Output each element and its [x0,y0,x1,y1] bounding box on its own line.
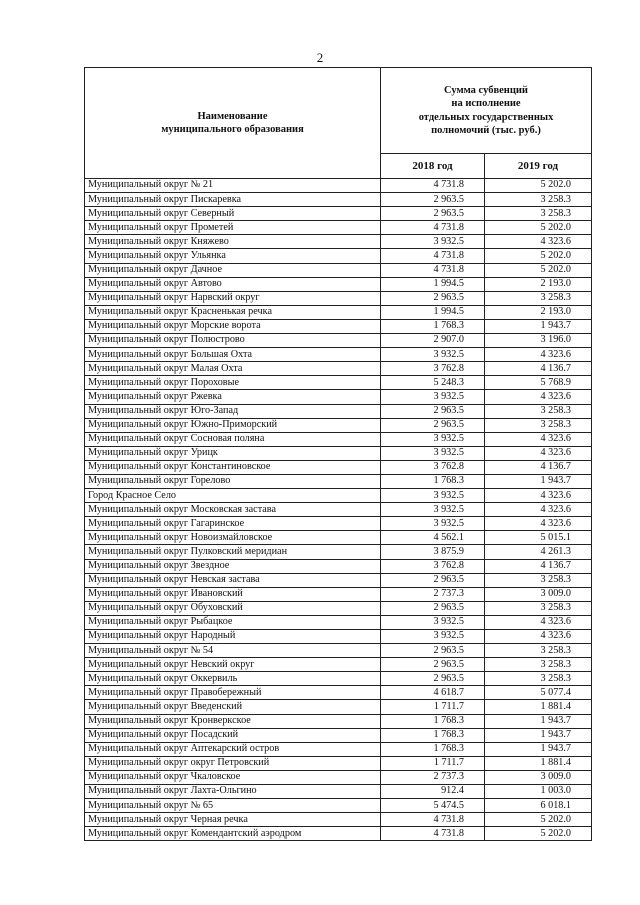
amount-2019: 3 258.3 [485,193,592,207]
table-row [85,770,592,784]
amount-2018: 2 737.3 [381,587,485,601]
municipality-name: Муниципальный округ Морские ворота [85,319,381,333]
amount-2019: 5 202.0 [485,827,592,841]
municipality-name: Муниципальный округ Невский округ [85,658,381,672]
table-row [85,362,592,376]
amount-2018: 3 932.5 [381,517,485,531]
amount-2019: 1 943.7 [485,319,592,333]
header-name-column: Наименование муниципального образования [85,68,381,179]
amount-2018: 2 963.5 [381,404,485,418]
table-row [85,587,592,601]
municipality-name: Муниципальный округ Красненькая речка [85,305,381,319]
amount-2019: 3 258.3 [485,573,592,587]
municipality-name: Муниципальный округ Московская застава [85,503,381,517]
table-row [85,601,592,615]
table-row [85,263,592,277]
table-row [85,235,592,249]
amount-2018: 3 932.5 [381,432,485,446]
municipality-name: Муниципальный округ Кронверкское [85,714,381,728]
amount-2019: 3 009.0 [485,770,592,784]
table-row [85,827,592,841]
amount-2019: 6 018.1 [485,799,592,813]
amount-2019: 4 136.7 [485,460,592,474]
table-row [85,630,592,644]
amount-2019: 4 323.6 [485,235,592,249]
municipality-name: Муниципальный округ № 65 [85,799,381,813]
municipality-name: Муниципальный округ Юго-Запад [85,404,381,418]
municipality-name: Муниципальный округ Дачное [85,263,381,277]
municipality-name: Город Красное Село [85,489,381,503]
municipality-name: Муниципальный округ Прометей [85,221,381,235]
table-row [85,658,592,672]
amount-2019: 5 077.4 [485,686,592,700]
table-row [85,531,592,545]
table-row [85,418,592,432]
amount-2019: 1 881.4 [485,756,592,770]
amount-2019: 1 943.7 [485,728,592,742]
amount-2018: 5 248.3 [381,376,485,390]
amount-2018: 3 932.5 [381,235,485,249]
table-row [85,559,592,573]
amount-2019: 1 003.0 [485,785,592,799]
amount-2019: 4 323.6 [485,503,592,517]
amount-2019: 5 202.0 [485,249,592,263]
amount-2019: 3 258.3 [485,418,592,432]
municipality-name: Муниципальный округ Пулковский меридиан [85,545,381,559]
amount-2018: 4 731.8 [381,813,485,827]
amount-2018: 1 768.3 [381,474,485,488]
amount-2018: 1 768.3 [381,728,485,742]
municipality-name: Муниципальный округ Ульянка [85,249,381,263]
amount-2018: 3 762.8 [381,559,485,573]
amount-2018: 2 963.5 [381,601,485,615]
table-row [85,799,592,813]
amount-2018: 1 768.3 [381,742,485,756]
amount-2018: 4 731.8 [381,221,485,235]
amount-2018: 4 731.8 [381,179,485,193]
table-row [85,517,592,531]
table-row [85,277,592,291]
amount-2018: 2 963.5 [381,207,485,221]
amount-2019: 4 323.6 [485,630,592,644]
table-row [85,615,592,629]
amount-2019: 1 881.4 [485,700,592,714]
amount-2019: 1 943.7 [485,714,592,728]
amount-2019: 3 258.3 [485,644,592,658]
table-row [85,644,592,658]
amount-2019: 4 136.7 [485,362,592,376]
amount-2018: 3 875.9 [381,545,485,559]
amount-2018: 1 768.3 [381,319,485,333]
amount-2018: 1 711.7 [381,756,485,770]
table-row [85,742,592,756]
amount-2018: 1 711.7 [381,700,485,714]
amount-2019: 5 768.9 [485,376,592,390]
amount-2018: 4 731.8 [381,263,485,277]
table-row [85,756,592,770]
table-row [85,305,592,319]
amount-2018: 3 932.5 [381,503,485,517]
municipality-name: Муниципальный округ Введенский [85,700,381,714]
amount-2018: 2 963.5 [381,644,485,658]
amount-2018: 2 907.0 [381,334,485,348]
table-row [85,489,592,503]
municipality-name: Муниципальный округ Новоизмайловское [85,531,381,545]
table-row [85,700,592,714]
amount-2019: 3 258.3 [485,291,592,305]
table-row [85,404,592,418]
amount-2019: 4 323.6 [485,348,592,362]
municipality-name: Муниципальный округ Пороховые [85,376,381,390]
header-year-2018: 2018 год [381,154,485,179]
table-row [85,545,592,559]
page-number: 2 [316,50,324,65]
amount-2018: 2 963.5 [381,193,485,207]
table-row [85,221,592,235]
municipality-name: Муниципальный округ Правобережный [85,686,381,700]
amount-2018: 3 932.5 [381,615,485,629]
amount-2019: 5 202.0 [485,263,592,277]
table-row [85,348,592,362]
municipality-name: Муниципальный округ Пискаревка [85,193,381,207]
amount-2019: 4 323.6 [485,615,592,629]
amount-2019: 2 193.0 [485,305,592,319]
amount-2018: 2 737.3 [381,770,485,784]
amount-2018: 3 762.8 [381,362,485,376]
amount-2018: 1 768.3 [381,714,485,728]
municipality-name: Муниципальный округ Урицк [85,446,381,460]
municipality-name: Муниципальный округ Полюстрово [85,334,381,348]
table-row [85,179,592,193]
table-row [85,785,592,799]
municipality-name: Муниципальный округ Посадский [85,728,381,742]
municipality-name: Муниципальный округ Малая Охта [85,362,381,376]
amount-2019: 4 261.3 [485,545,592,559]
table-body [85,179,592,841]
table-row [85,686,592,700]
amount-2019: 5 202.0 [485,221,592,235]
table-row [85,376,592,390]
table-row [85,672,592,686]
municipality-name: Муниципальный округ Константиновское [85,460,381,474]
table-row [85,460,592,474]
amount-2019: 3 196.0 [485,334,592,348]
amount-2019: 2 193.0 [485,277,592,291]
table-row [85,728,592,742]
amount-2018: 5 474.5 [381,799,485,813]
municipality-name: Муниципальный округ Оккервиль [85,672,381,686]
amount-2018: 4 731.8 [381,827,485,841]
amount-2018: 2 963.5 [381,573,485,587]
amount-2018: 1 994.5 [381,277,485,291]
amount-2018: 3 932.5 [381,489,485,503]
table-row [85,334,592,348]
table-row [85,714,592,728]
municipality-name: Муниципальный округ № 54 [85,644,381,658]
table-row [85,193,592,207]
amount-2019: 4 323.6 [485,446,592,460]
amount-2018: 1 994.5 [381,305,485,319]
municipality-name: Муниципальный округ Нарвский округ [85,291,381,305]
amount-2019: 4 323.6 [485,517,592,531]
amount-2019: 4 323.6 [485,432,592,446]
table-row [85,474,592,488]
table-row [85,207,592,221]
table-row [85,432,592,446]
amount-2019: 3 258.3 [485,601,592,615]
municipality-name: Муниципальный округ № 21 [85,179,381,193]
table-row [85,319,592,333]
municipality-name: Муниципальный округ Сосновая поляна [85,432,381,446]
municipality-name: Муниципальный округ Южно-Приморский [85,418,381,432]
amount-2018: 3 932.5 [381,630,485,644]
header-amount-column: Сумма субвенций на исполнение отдельных государственных полномочий (тыс. руб.) [381,68,592,154]
amount-2019: 5 015.1 [485,531,592,545]
amount-2019: 4 323.6 [485,489,592,503]
amount-2018: 4 618.7 [381,686,485,700]
municipality-name: Муниципальный округ Невская застава [85,573,381,587]
municipality-name: Муниципальный округ Гагаринское [85,517,381,531]
amount-2019: 4 136.7 [485,559,592,573]
amount-2018: 3 932.5 [381,348,485,362]
table-row [85,446,592,460]
municipality-name: Муниципальный округ Рыбацкое [85,615,381,629]
amount-2019: 4 323.6 [485,390,592,404]
amount-2018: 3 932.5 [381,446,485,460]
municipality-name: Муниципальный округ Аптекарский остров [85,742,381,756]
amount-2019: 3 258.3 [485,404,592,418]
table-row [85,390,592,404]
amount-2018: 3 762.8 [381,460,485,474]
municipality-name: Муниципальный округ Обуховский [85,601,381,615]
municipality-name: Муниципальный округ Большая Охта [85,348,381,362]
amount-2018: 2 963.5 [381,658,485,672]
municipality-name: Муниципальный округ Лахта-Ольгино [85,785,381,799]
municipality-name: Муниципальный округ Горелово [85,474,381,488]
subsidies-table [84,67,592,841]
amount-2018: 2 963.5 [381,291,485,305]
table-row [85,503,592,517]
municipality-name: Муниципальный округ округ Петровский [85,756,381,770]
amount-2019: 5 202.0 [485,179,592,193]
municipality-name: Муниципальный округ Ржевка [85,390,381,404]
municipality-name: Муниципальный округ Черная речка [85,813,381,827]
amount-2018: 2 963.5 [381,672,485,686]
table-row [85,573,592,587]
table-row [85,291,592,305]
amount-2018: 3 932.5 [381,390,485,404]
amount-2018: 4 731.8 [381,249,485,263]
municipality-name: Муниципальный округ Княжево [85,235,381,249]
header-year-2019: 2019 год [485,154,592,179]
amount-2018: 2 963.5 [381,418,485,432]
municipality-name: Муниципальный округ Комендантский аэродром [85,827,381,841]
amount-2019: 5 202.0 [485,813,592,827]
amount-2019: 1 943.7 [485,742,592,756]
amount-2019: 3 258.3 [485,672,592,686]
municipality-name: Муниципальный округ Автово [85,277,381,291]
amount-2019: 3 258.3 [485,207,592,221]
municipality-name: Муниципальный округ Чкаловское [85,770,381,784]
municipality-name: Муниципальный округ Северный [85,207,381,221]
municipality-name: Муниципальный округ Народный [85,630,381,644]
amount-2018: 912.4 [381,785,485,799]
municipality-name: Муниципальный округ Ивановский [85,587,381,601]
municipality-name: Муниципальный округ Звездное [85,559,381,573]
amount-2019: 3 258.3 [485,658,592,672]
table-row [85,249,592,263]
table-row [85,813,592,827]
amount-2019: 3 009.0 [485,587,592,601]
amount-2019: 1 943.7 [485,474,592,488]
amount-2018: 4 562.1 [381,531,485,545]
